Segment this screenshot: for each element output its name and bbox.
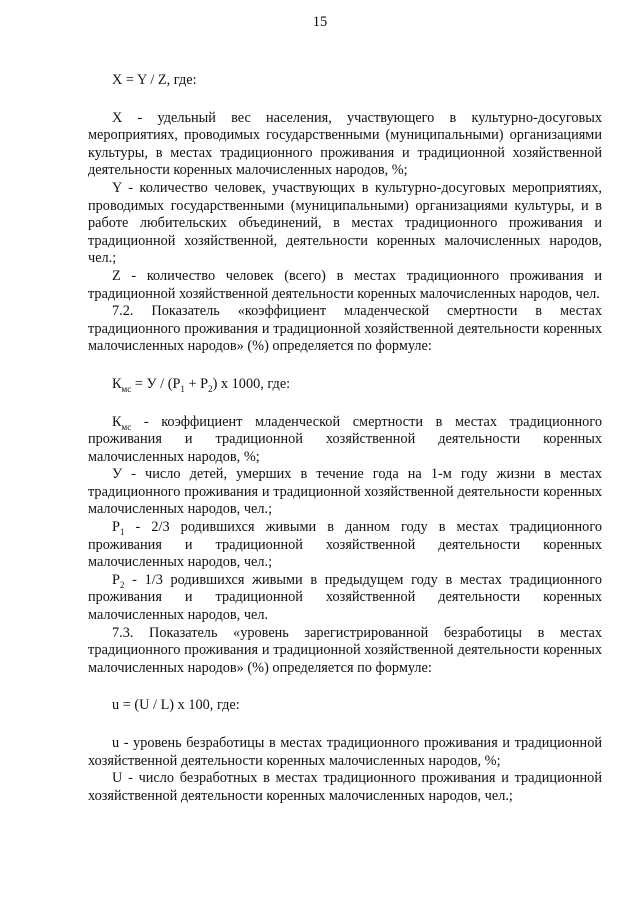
paragraph: Z - количество человек (всего) в местах традиционного проживания и традиционной хозяйственной деятельности коренных малочисленных народов, чел. xyxy=(88,267,602,302)
formula-line: u = (U / L) х 100, где: xyxy=(112,697,240,714)
paragraph: u - уровень безработицы в местах традиционного проживания и традиционной хозяйственной деятельности коренных малочисленных народов, %; xyxy=(88,735,602,769)
formula-line: $К_{мс} = У / (Р_1 + Р_2)$ х 1000, где: xyxy=(112,375,291,394)
paragraph: Y - количество человек, участвующих в культурно-досуговых мероприятиях, проводимых государственными (муниципальными) организациями культуры, и в работе любительских объединений, в местах традиционного проживания и традиционной хозяйственной, деятельности коренных малочисленных народов, чел.; xyxy=(88,179,602,267)
spacer xyxy=(88,356,602,376)
paragraph: 7.2. Показатель «коэффициент младенческой смертности в местах традиционного проживания и традиционной хозяйственной деятельности коренных малочисленных народов» (%) определяется по формуле: xyxy=(88,303,602,355)
formula-line: X = Y / Z, где: xyxy=(112,72,197,88)
paragraph: 7.3. Показатель «уровень зарегистрированной безработицы в местах традиционного проживания и традиционной хозяйственной деятельности коренных малочисленных народов» (%) определяется по формуле: xyxy=(88,624,602,676)
paragraph: $Р_1 - 2/3$ родившихся живыми в данном году в местах традиционного проживания и традиционной хозяйственной деятельности коренных малочисленных народов, чел.; xyxy=(88,519,602,571)
spacer xyxy=(88,677,602,697)
spacer xyxy=(88,715,602,735)
paragraph: X - удельный вес населения, участвующего в культурно-досуговых мероприятиях, проводимых государственными (муниципальными) организациями культуры, в местах традиционного проживания и традиционной хозяйственной деятельности коренных малочисленных народов, %; xyxy=(88,109,602,179)
document-body xyxy=(88,72,602,805)
spacer xyxy=(88,90,602,110)
spacer xyxy=(88,394,602,414)
page-number: 15 xyxy=(312,14,328,30)
paragraph: У - число детей, умерших в течение года на 1-м году жизни в местах традиционного проживания и традиционной хозяйственной деятельности коренных малочисленных народов, чел.; xyxy=(88,466,602,518)
paragraph: U - число безработных в местах традиционного проживания и традиционной хозяйственной деятельности коренных малочисленных народов, чел.; xyxy=(88,770,602,804)
paragraph: $Р_2 - 1/3$ родившихся живыми в предыдущем году в местах традиционного проживания и традиционной хозяйственной деятельности коренных малочисленных народов, чел. xyxy=(88,571,602,624)
paragraph: $К_{мс}$ - коэффициент младенческой смертности в местах традиционного проживания и традиционной хозяйственной деятельности коренных малочисленных народов, %; xyxy=(88,413,602,465)
